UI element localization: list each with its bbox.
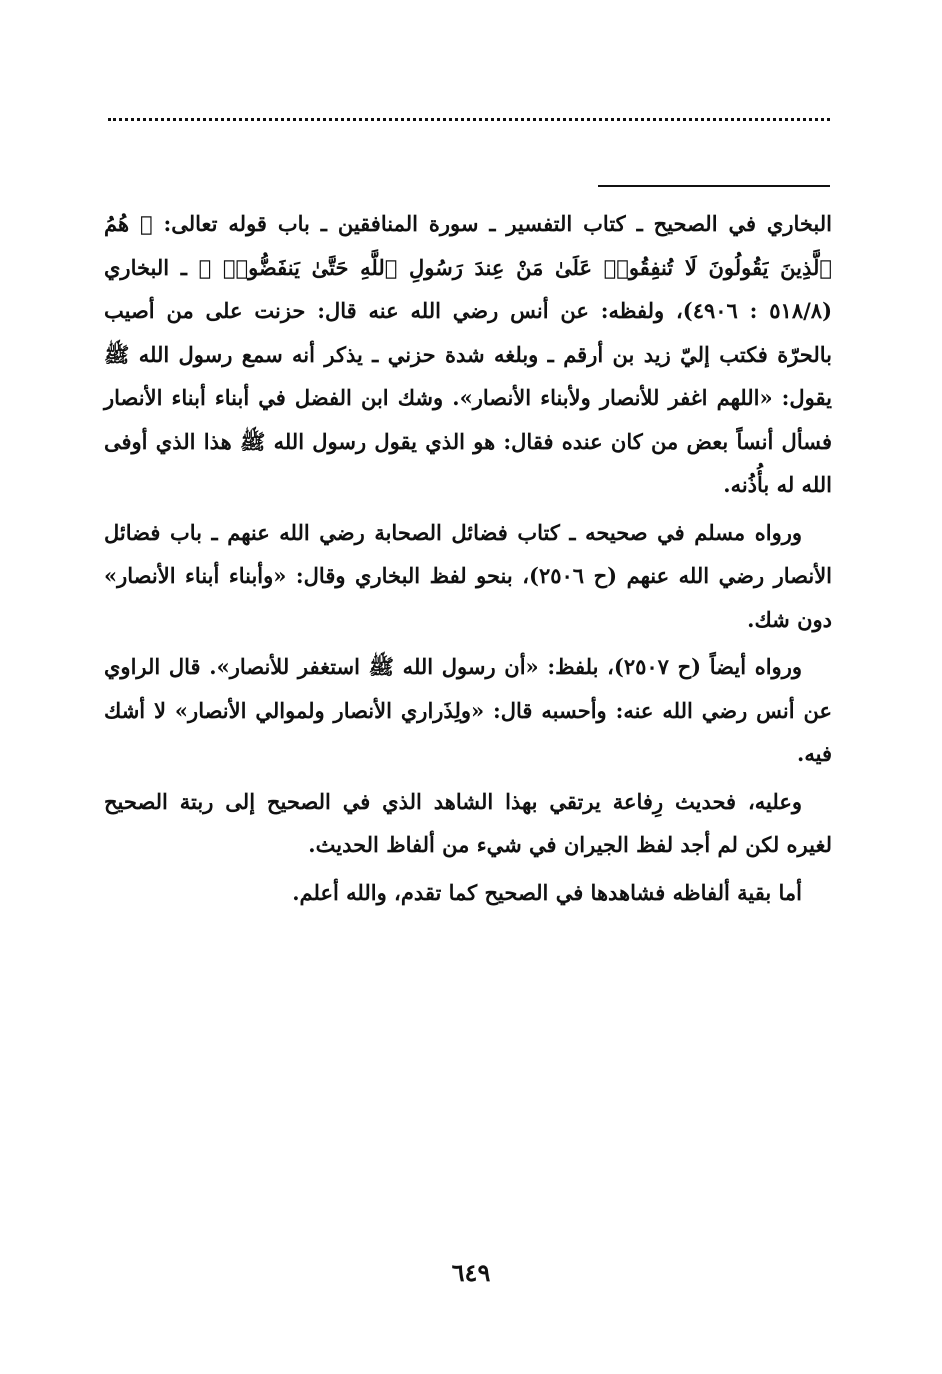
paragraph-5: أما بقية ألفاظه فشاهدها في الصحيح كما تقدم، والله أعلم. xyxy=(292,879,802,905)
body-text xyxy=(104,202,832,918)
paragraph-4: وعليه، فحديث رِفاعة يرتقي بهذا الشاهد الذي في الصحيح إلى ربتة الصحيح لغيره لكن لم أجد لفظ الجيران في شيء من ألفاظ الحديث. xyxy=(104,788,832,857)
paragraph-1: البخاري في الصحيح ـ كتاب التفسير ـ سورة المنافقين ـ باب قوله تعالى: ﴿ هُمُ ٱلَّذِينَ يَقُولُونَ لَا تُنفِقُوا۟ عَلَىٰ مَنْ عِندَ رَسُولِ ٱللَّهِ حَتَّىٰ يَنفَضُّوا۟ ﴾ ـ البخاري (٥١٨/٨ : ٤٩٠٦)، ولفظه: عن أنس رضي الله عنه قال: حزنت على من أصيب بالحرّة فكتب إليّ زيد بن أرقم ـ وبلغه شدة حزني ـ يذكر أنه سمع رسول الله ﷺ يقول: «اللهم اغفر للأنصار ولأبناء الأنصار». وشك ابن الفضل في أبناء أبناء الأنصار فسأل أنساً بعض من كان عنده فقال: هو الذي يقول رسول الله ﷺ هذا الذي أوفى الله له بأُذُنه. xyxy=(104,211,833,497)
dotted-separator xyxy=(108,118,830,138)
paragraph-2: ورواه مسلم في صحيحه ـ كتاب فضائل الصحابة رضي الله عنهم ـ باب فضائل الأنصار رضي الله عنهم (ح ٢٥٠٦)، بنحو لفظ البخاري وقال: «وأبناء أبناء الأنصار» دون شك. xyxy=(104,519,833,632)
footnote-rule xyxy=(598,185,830,187)
paragraph-3: ورواه أيضاً (ح ٢٥٠٧)، بلفظ: «أن رسول الله ﷺ استغفر للأنصار». قال الراوي عن أنس رضي الله عنه: وأحسبه قال: «ولِذَراري الأنصار ولموالي الأنصار» لا أشك فيه. xyxy=(104,654,832,766)
page-number: ٦٤٩ xyxy=(451,1258,491,1287)
